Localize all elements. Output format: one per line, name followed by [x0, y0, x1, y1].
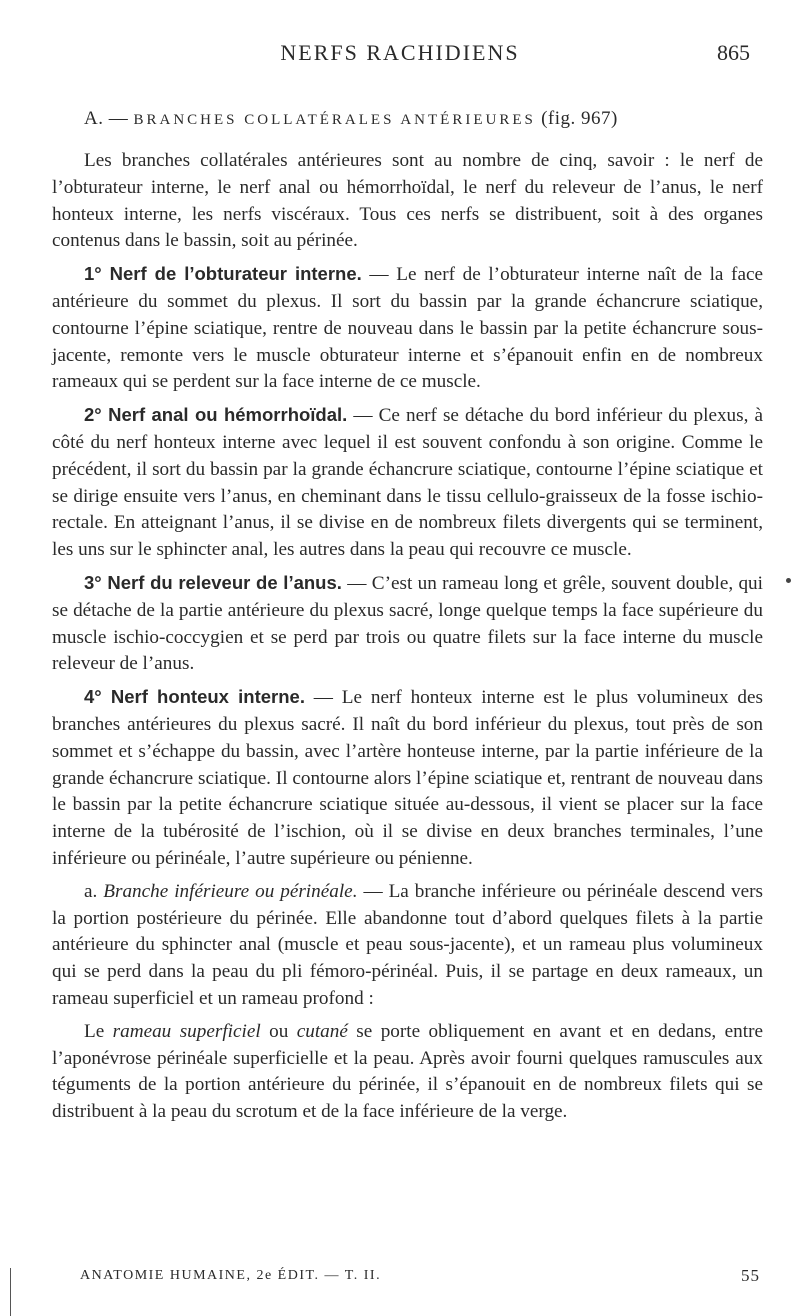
- footer-sheet-number: 55: [741, 1266, 760, 1285]
- section-heading: [84, 108, 618, 130]
- paragraph-obturator-nerve: [52, 261, 763, 396]
- paragraph-superficial-branch: [52, 1019, 763, 1126]
- figure-reference: (fig. 967): [541, 108, 618, 129]
- paragraph-text: — C’est un rameau long et grêle, souvent double, qui se détache de la partie antérieure du plexus sacré, longe quelque temps la face supérieure du muscle ischio-coccygien et se perd par trois ou quatre filets sur la face interne du muscle releveur de l’anus.: [52, 572, 763, 675]
- page-footer: [80, 1268, 760, 1292]
- paragraph-connector: ou: [260, 1020, 297, 1042]
- paragraph-lead: 3° Nerf du releveur de l’anus.: [84, 571, 342, 593]
- paragraph-text: — Ce nerf se détache du bord inférieur du plexus, à côté du nerf honteux interne avec lequel il est souvent confondu à son origine. Comme le précédent, il sort du bassin par la grande échancrure sciatique, contourne l’épine sciatique et se dirige ensuite vers l’anus, en cheminant dans le tissu cellulo-graisseux de la fosse ischio-rectale. En atteignant l’anus, il se divise en de nombreux filets divergents qui se terminent, les uns sur le sphincter anal, les autres dans la peau qui recouvre ce muscle.: [52, 405, 763, 561]
- paragraph-italic-term: cutané: [296, 1020, 348, 1042]
- paragraph-intro: [52, 148, 763, 255]
- paragraph-italic-lead: Branche inférieure ou périnéale.: [103, 880, 358, 902]
- paragraph-prefix: Le: [84, 1020, 113, 1042]
- body-text: [52, 148, 763, 1132]
- paragraph-anal-nerve: [52, 402, 763, 564]
- paragraph-text: Les branches collatérales antérieures sont au nombre de cinq, savoir : le nerf de l’obturateur interne, le nerf anal ou hémorrhoïdal, le nerf du releveur de l’anus, le nerf honteux interne, les nerfs viscéraux. Tous ces nerfs se distribuent, soit à des organes contenus dans le bassin, soit au périnée.: [52, 150, 763, 252]
- paragraph-text: — Le nerf de l’obturateur interne naît de la face antérieure du sommet du plexus. Il sort du bassin par la grande échancrure sciatique, contourne l’épine sciatique, rentre de nouveau dans le bassin par la petite échancrure sous-jacente, remonte vers le muscle obturateur interne et s’épanouit enfin en de nombreux rameaux qui se perdent sur la face interne de ce muscle.: [52, 264, 763, 393]
- paragraph-prefix: a.: [84, 880, 104, 902]
- page-number: 865: [717, 40, 750, 65]
- running-head: [0, 40, 800, 80]
- paragraph-lead: 2° Nerf anal ou hémorrhoïdal.: [84, 404, 348, 426]
- paragraph-perineal-branch: [52, 879, 763, 1013]
- paragraph-lead: 4° Nerf honteux interne.: [84, 686, 305, 708]
- paragraph-levator-nerve: [52, 570, 763, 678]
- paragraph-pudendal-nerve: [52, 684, 763, 873]
- paragraph-text: — La branche inférieure ou périnéale descend vers la portion postérieure du périnée. Elle abandonne tout d’abord quelques filets à la partie antérieure du sphincter anal (muscle et peau sous-jacente), et un rameau plus volumineux qui se perd dans la peau du pli fémoro-périnéal. Puis, il se partage en deux rameaux, un rameau superficiel et un rameau profond :: [52, 880, 763, 1009]
- section-title: BRANCHES COLLATÉRALES ANTÉRIEURES: [133, 112, 536, 128]
- paragraph-italic-term: rameau superficiel: [112, 1020, 261, 1042]
- margin-rule: [10, 1268, 11, 1316]
- footer-signature: ANATOMIE HUMAINE, 2e ÉDIT. — T. II.: [80, 1268, 382, 1283]
- paragraph-text: — Le nerf honteux interne est le plus volumineux des branches antérieures du plexus sacré. Il naît du bord inférieur du plexus, tout près de son sommet et s’échappe du bassin, avec l’artère honteuse interne, par la partie inférieure de la grande échancrure sciatique. Il contourne alors l’épine sciatique et, rentrant de nouveau dans le bassin par la petite échancrure sciatique située au-dessous, il vient se placer sur la face interne de la tubérosité de l’ischion, où il se divise en deux branches terminales, l’une inférieure ou périnéale, l’autre supérieure ou pénienne.: [52, 687, 764, 869]
- margin-mark: [786, 578, 791, 583]
- running-title: NERFS RACHIDIENS: [280, 40, 520, 65]
- paragraph-lead: 1° Nerf de l’obturateur interne.: [84, 263, 362, 285]
- section-letter: A. —: [84, 108, 129, 129]
- paragraph-text: se porte obliquement en avant et en dedans, entre l’aponévrose périnéale superficielle et la peau. Après avoir fourni quelques ramuscules aux téguments de la portion antérieure du périnée, il s’épanouit en de nombreux filets qui se distribuent à la peau du scrotum et de la face inférieure de la verge.: [52, 1020, 763, 1123]
